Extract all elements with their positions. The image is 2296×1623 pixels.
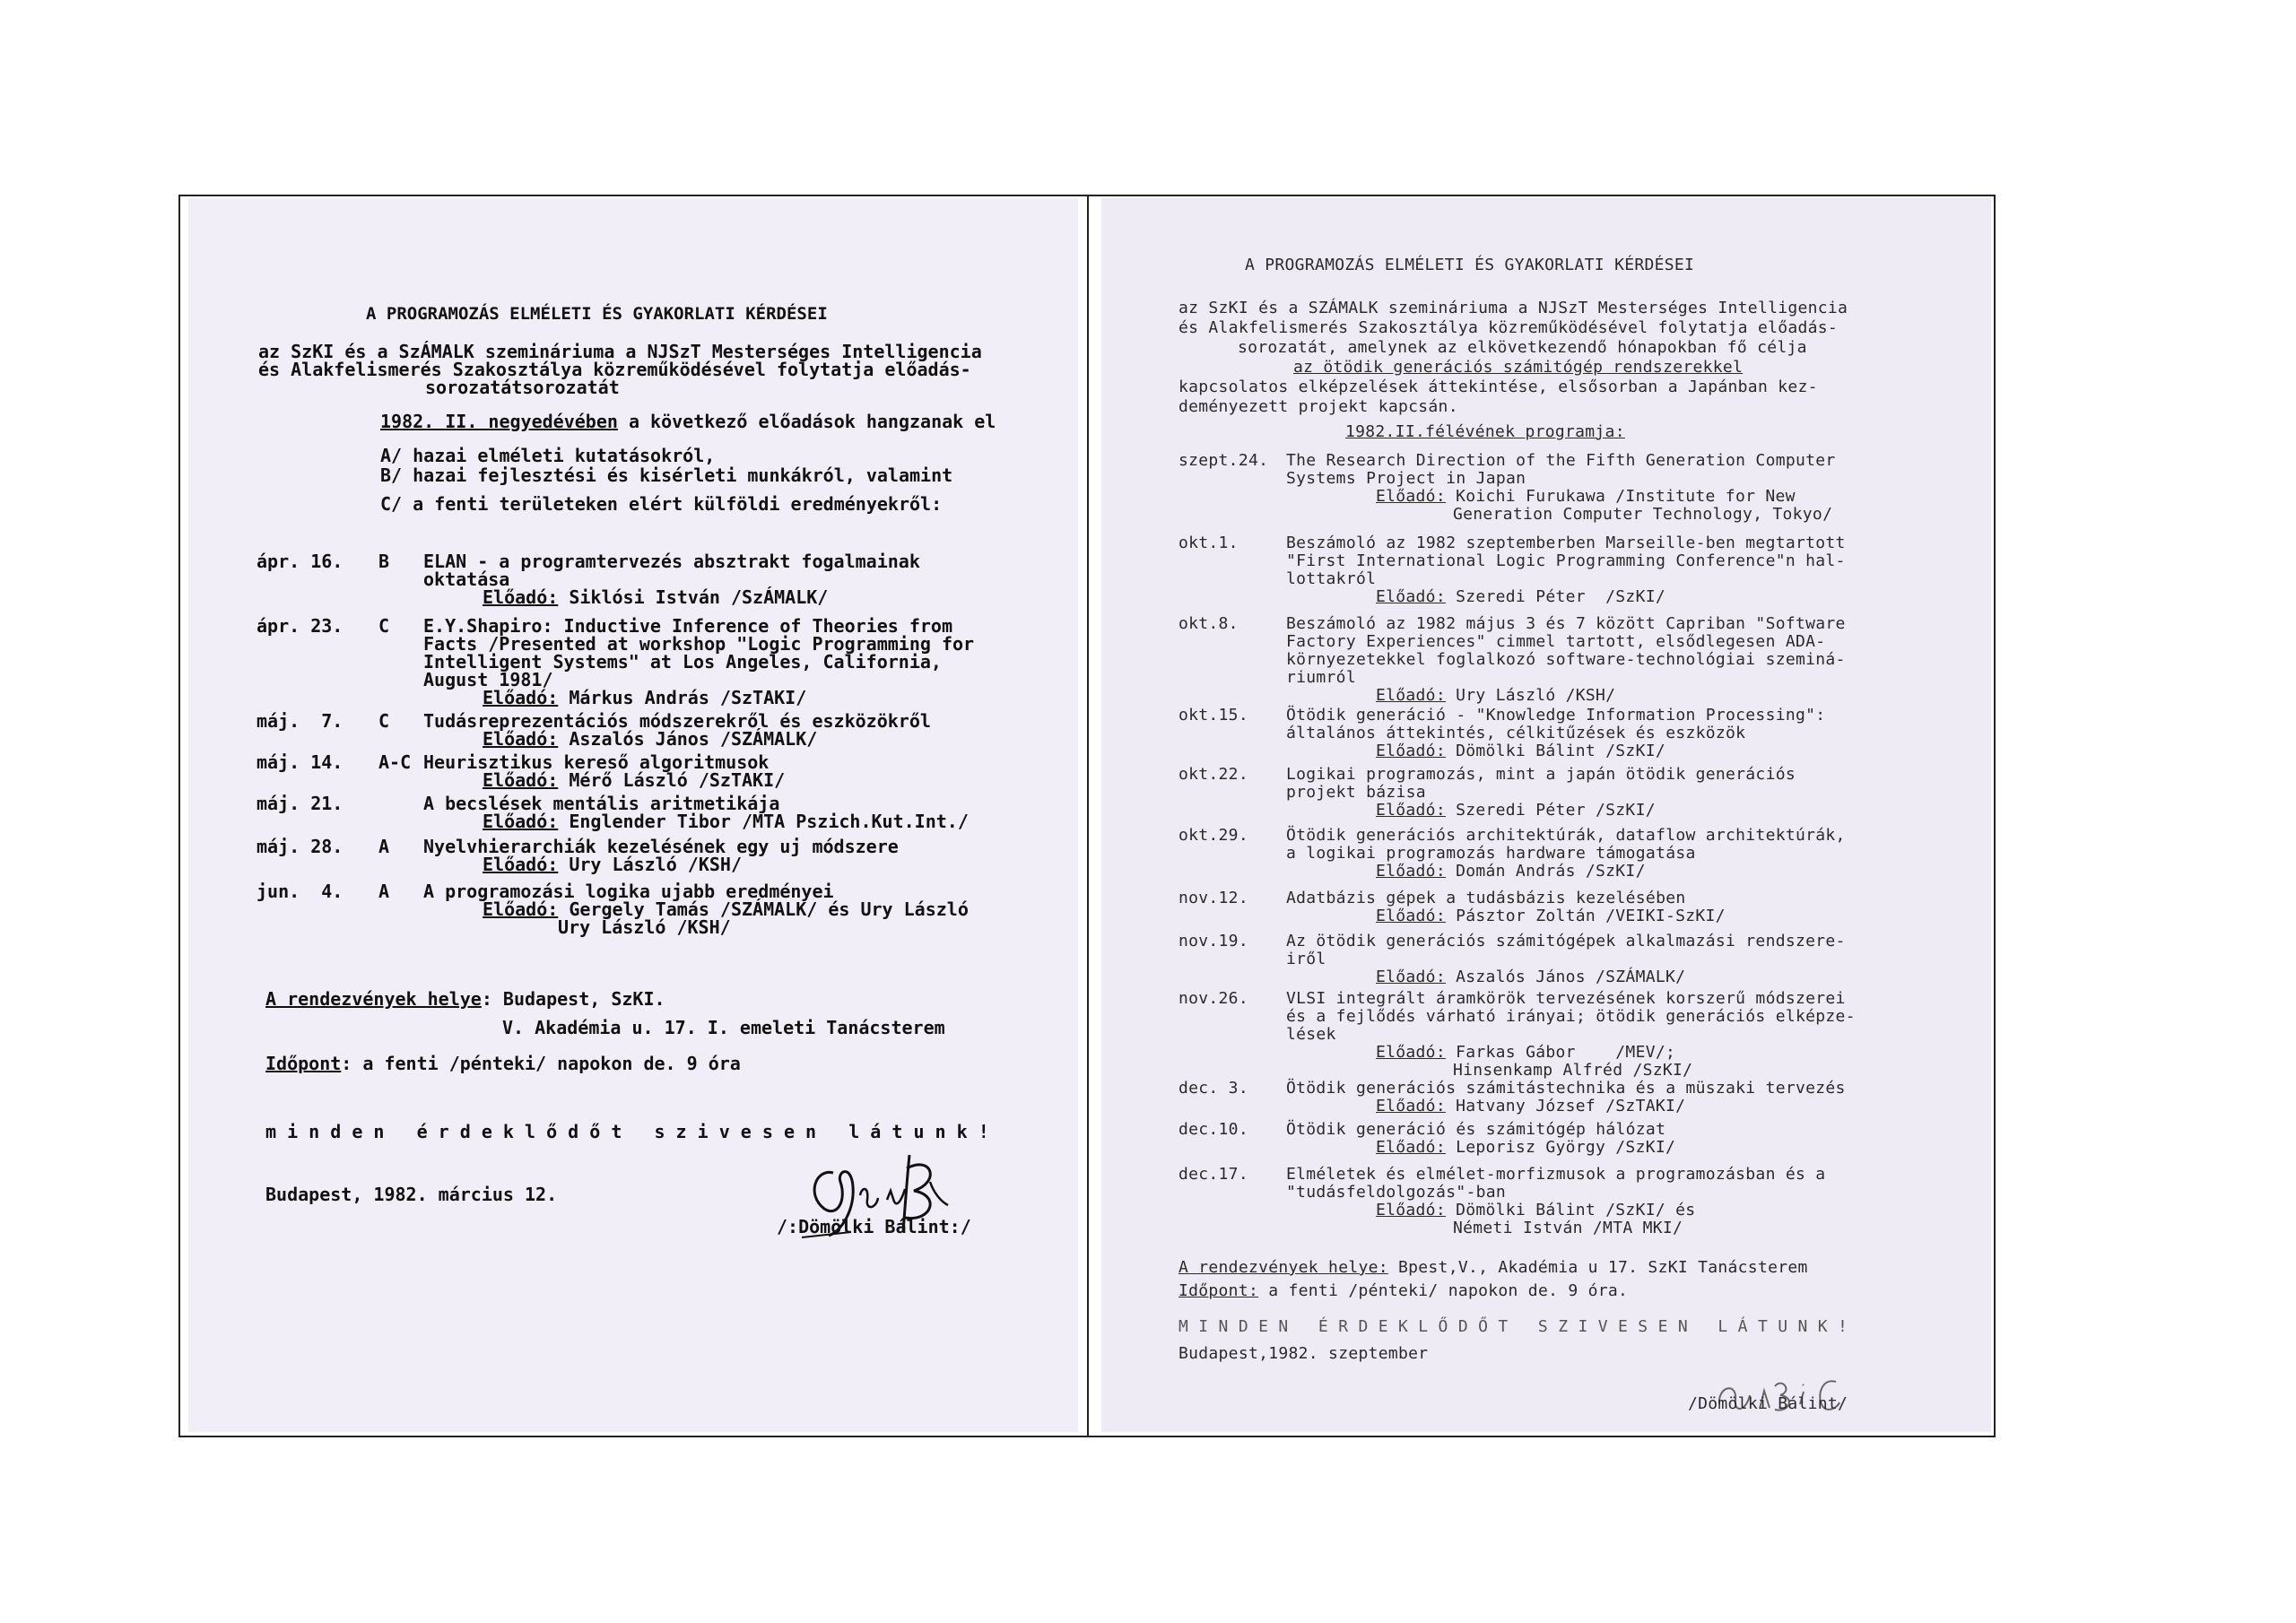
schedule-title-line: Az ötödik generációs számitógépek alkalmazási rendszere- [1286,932,1846,950]
right-page [1101,198,1991,1432]
schedule-speaker-line [1376,487,1796,507]
speaker-label: Előadó: [1376,801,1446,820]
left-page [188,198,1078,1432]
schedule-title-line: Nyelvhierarchiák kezelésének egy uj módszere [423,836,899,857]
schedule-title-line: E.Y.Shapiro: Inductive Inference of Theories from [423,615,953,637]
speaker-label: Előadó: [1376,1138,1446,1157]
speaker-name: Farkas Gábor /MEV/; [1445,1043,1676,1062]
schedule-date: máj. 14. [257,751,344,773]
schedule-speaker-line [1376,907,1726,926]
left-venue-line-1 [265,989,665,1009]
schedule-speaker-extra: Hinsenkamp Alfréd /SzKI/ [1453,1061,1693,1080]
schedule-date: máj. 21. [257,793,344,814]
schedule-date: dec.10. [1178,1120,1248,1139]
topic-a: A/ hazai elméleti kutatásokról, [380,445,716,466]
schedule-date: okt.29. [1178,826,1248,845]
schedule-code: A [378,881,390,902]
quarter-line [380,412,996,431]
schedule-title-line: Ötödik generáció - "Knowledge Information Processing": [1286,706,1826,725]
left-time-value: : a fenti /pénteki/ napokon de. 9 óra [341,1053,741,1074]
right-venue-value: Bpest,V., Akadémia u 17. SzKI Tanácsterem [1387,1258,1808,1277]
page-divider [1087,195,1089,1437]
schedule-date: nov.12. [1178,889,1248,907]
schedule-title-line: A programozási logika ujabb eredményei [423,881,834,902]
schedule-title-line: a logikai programozás hardware támogatása [1286,844,1696,863]
speaker-label: Előadó: [483,728,559,750]
schedule-speaker-line [483,688,806,707]
right-signer: /Dömölki Bálint/ [1688,1394,1848,1413]
speaker-name: Márkus András /SzTAKI/ [558,687,807,708]
schedule-title-line: lottakról [1286,569,1377,588]
schedule-speaker-line [1376,1138,1675,1158]
left-intro-line-3: sorozatátsorozatát [425,377,620,398]
right-intro-line-5: kapcsolatos elképzelések áttekintése, elsősorban a Japánban kez- [1178,378,1818,396]
left-venue-line-2: V. Akadémia u. 17. I. emeleti Tanácsterem [502,1017,945,1038]
schedule-title-line: Ötödik generációs architektúrák, dataflow architektúrák, [1286,826,1846,845]
schedule-speaker-line [1376,686,1615,706]
schedule-title-line: August 1981/ [423,669,553,690]
left-place-date: Budapest, 1982. március 12. [265,1184,558,1205]
speaker-name: Aszalós János /SZÁMALK/ [1445,968,1686,986]
left-signature [762,1129,950,1265]
program-heading: 1982.II.félévének programja: [1345,422,1625,441]
right-time-line [1178,1281,1628,1301]
schedule-date: okt.8. [1178,614,1239,633]
schedule-speaker-line [483,770,785,790]
speaker-name: Koichi Furukawa /Institute for New [1445,487,1796,506]
speaker-label: Előadó: [483,811,559,832]
schedule-title-line: lések [1286,1025,1336,1044]
speaker-name: Dömölki Bálint /SzKI/ és [1445,1201,1696,1219]
speaker-name: Englender Tibor /MTA Pszich.Kut.Int./ [558,811,969,832]
right-intro-line-2: és Alakfelismerés Szakosztálya közreműködésével folytatja előadás- [1178,318,1839,337]
schedule-title-line: riumról [1286,668,1356,687]
schedule-date: nov.26. [1178,989,1248,1008]
schedule-speaker-extra: Generation Computer Technology, Tokyo/ [1453,505,1833,524]
right-intro-emphasis: az ötödik generációs számitógép rendszerekkel [1293,358,1744,377]
schedule-speaker-line [483,812,969,831]
right-time-value: a fenti /pénteki/ napokon de. 9 óra. [1258,1281,1629,1300]
schedule-title-line: és a fejlődés várható irányai; ötödik generációs elképze- [1286,1007,1856,1026]
schedule-date: ápr. 23. [257,615,344,637]
speaker-label: Előadó: [1376,1097,1446,1115]
topic-c: C/ a fenti területeken elért külföldi eredményekről: [380,493,943,515]
speaker-name: Ury László /KSH/ [558,854,742,875]
left-intro-line-2: és Alakfelismerés Szakosztálya közreműködésével folytatja előadás- [258,359,971,380]
speaker-label: Előadó: [1376,742,1446,760]
schedule-title-line: iről [1286,950,1326,968]
schedule-date: dec.17. [1178,1165,1248,1184]
schedule-title-line: Systems Project in Japan [1286,469,1526,488]
schedule-title-line: Beszámoló az 1982 május 3 és 7 között Capriban "Software [1286,614,1846,633]
schedule-date: máj. 7. [257,710,344,732]
quarter-heading: 1982. II. negyedévében [380,411,618,432]
schedule-title-line: ELAN - a programtervezés absztrakt fogalmainak [423,551,920,572]
schedule-date: dec. 3. [1178,1079,1248,1098]
schedule-title-line: Beszámoló az 1982 szeptemberben Marseille-ben megtartott [1286,534,1846,552]
speaker-label: Előadó: [483,769,559,791]
schedule-title-line: Facts /Presented at workshop "Logic Programming for [423,633,975,655]
schedule-code: A [378,836,390,857]
speaker-name: Szeredi Péter /SzKI/ [1445,587,1665,606]
schedule-speaker-line [1376,1097,1685,1116]
left-time-line [265,1054,741,1073]
speaker-label: Előadó: [483,687,559,708]
schedule-title-line: Adatbázis gépek a tudásbázis kezelésében [1286,889,1686,907]
schedule-code: C [378,710,390,732]
schedule-title-line: Intelligent Systems" at Los Angeles, California, [423,651,942,673]
right-time-label: Időpont: [1178,1281,1259,1300]
speaker-label: Előadó: [483,854,559,875]
schedule-title-line: Factory Experiences" cimmel tartott, elsődlegesen ADA- [1286,632,1826,651]
speaker-label: Előadó: [483,586,559,608]
schedule-speaker-line [1376,862,1646,881]
topic-b: B/ hazai fejlesztési és kisérleti munkákról, valamint [380,464,953,486]
speaker-label: Előadó: [1376,1201,1446,1219]
schedule-date: jun. 4. [257,881,344,902]
right-venue-label: A rendezvények helye: [1178,1258,1388,1277]
speaker-name: Hatvany József /SzTAKI/ [1445,1097,1686,1115]
right-venue-line [1178,1258,1808,1278]
speaker-label: Előadó: [1376,907,1446,925]
schedule-speaker-line [483,855,742,874]
speaker-name: Dömölki Bálint /SzKI/ [1445,742,1665,760]
schedule-title-line: "tudásfeldolgozás"-ban [1286,1183,1507,1202]
schedule-title-line: általános áttekintés, célkitűzések és eszközök [1286,724,1746,742]
schedule-speaker-extra: Németi István /MTA MKI/ [1453,1219,1683,1237]
schedule-title-line: projekt bázisa [1286,783,1426,802]
left-page-title: A PROGRAMOZÁS ELMÉLETI ÉS GYAKORLATI KÉRDÉSEI [366,304,828,324]
schedule-speaker-line [483,587,828,607]
right-welcome: M I N D E N É R D E K L Ő D Ő T S Z I V E S E N L Á T U N K ! [1178,1317,1848,1336]
speaker-label: Előadó: [483,898,559,920]
schedule-date: nov.19. [1178,932,1248,950]
speaker-name: Pásztor Zoltán /VEIKI-SzKI/ [1445,907,1726,925]
schedule-title-line: The Research Direction of the Fifth Generation Computer [1286,451,1836,470]
speaker-name: Aszalós János /SZÁMALK/ [558,728,818,750]
schedule-code: C [378,615,390,637]
schedule-title-line: Logikai programozás, mint a japán ötödik generációs [1286,765,1796,784]
left-venue-label: A rendezvények helye [265,988,482,1010]
schedule-date: ápr. 16. [257,551,344,572]
schedule-date: okt.15. [1178,706,1248,725]
speaker-name: Siklósi István /SzÁMALK/ [558,586,829,608]
schedule-speaker-extra: Ury László /KSH/ [558,916,731,938]
schedule-speaker-line [1376,1201,1695,1220]
schedule-title-line: Heurisztikus kereső algoritmusok [423,751,770,773]
schedule-title-line: környezetekkel foglalkozó software-technológiai szeminá- [1286,650,1846,669]
right-intro-line-1: az SzKI és a SZÁMALK szemináriuma a NJSzT Mesterséges Intelligencia [1178,299,1848,317]
schedule-title-line: A becslések mentális aritmetikája [423,793,780,814]
speaker-name: Domán András /SzKI/ [1445,862,1646,881]
schedule-title-line: Ötödik generáció és számitógép hálózat [1286,1120,1666,1139]
speaker-name: Szeredi Péter /SzKI/ [1445,801,1656,820]
schedule-speaker-line [1376,968,1685,987]
schedule-date: okt.1. [1178,534,1239,552]
schedule-speaker-line [1376,742,1665,761]
schedule-speaker-line [1376,1043,1675,1063]
left-intro-line-1: az SzKI és a SzÁMALK szemináriuma a NJSzT Mesterséges Intelligencia [258,341,982,362]
schedule-title-line: Ötödik generációs számitástechnika és a müszaki tervezés [1286,1079,1846,1098]
left-welcome: m i n d e n é r d e k l ő d ő t s z i v e s e n l á t u n k ! [265,1121,989,1142]
schedule-code: A-C [378,751,412,773]
speaker-label: Előadó: [1376,862,1446,881]
schedule-code: B [378,551,390,572]
left-venue-value: : Budapest, SzKI. [481,988,665,1010]
quarter-rest: a következő előadások hangzanak el [617,411,996,432]
speaker-name: Mérő László /SzTAKI/ [558,769,786,791]
right-page-title: A PROGRAMOZÁS ELMÉLETI ÉS GYAKORLATI KÉRDÉSEI [1245,256,1695,274]
left-signer: /:Dömölki Bálint:/ [777,1216,971,1237]
schedule-title-line: VLSI integrált áramkörök tervezésének korszerű módszerei [1286,989,1846,1008]
left-time-label: Időpont [265,1053,342,1074]
schedule-speaker-line [1376,801,1656,820]
speaker-label: Előadó: [1376,686,1446,705]
speaker-label: Előadó: [1376,968,1446,986]
schedule-speaker-line [1376,587,1665,607]
speaker-name: Ury László /KSH/ [1445,686,1616,705]
speaker-label: Előadó: [1376,1043,1446,1062]
schedule-date: okt.22. [1178,765,1248,784]
schedule-title-line: Tudásreprezentációs módszerekről és eszközökről [423,710,931,732]
schedule-date: szept.24. [1178,451,1269,470]
schedule-title-line: oktatása [423,568,510,590]
speaker-name: Gergely Tamás /SZÁMALK/ és Ury László [558,898,969,920]
right-intro-line-3: sorozatát, amelynek az elkövetkezendő hónapokban fő célja [1238,338,1807,357]
speaker-label: Előadó: [1376,487,1446,506]
schedule-title-line: "First International Logic Programming Conference"n hal- [1286,551,1846,570]
right-place-date: Budapest,1982. szeptember [1178,1344,1429,1363]
schedule-title-line: Elméletek és elmélet-morfizmusok a programozásban és a [1286,1165,1826,1184]
speaker-label: Előadó: [1376,587,1446,606]
schedule-date: máj. 28. [257,836,344,857]
right-intro-line-6: deményezett projekt kapcsán. [1178,397,1458,416]
schedule-speaker-line [483,729,817,749]
speaker-name: Leporisz György /SzKI/ [1445,1138,1676,1157]
